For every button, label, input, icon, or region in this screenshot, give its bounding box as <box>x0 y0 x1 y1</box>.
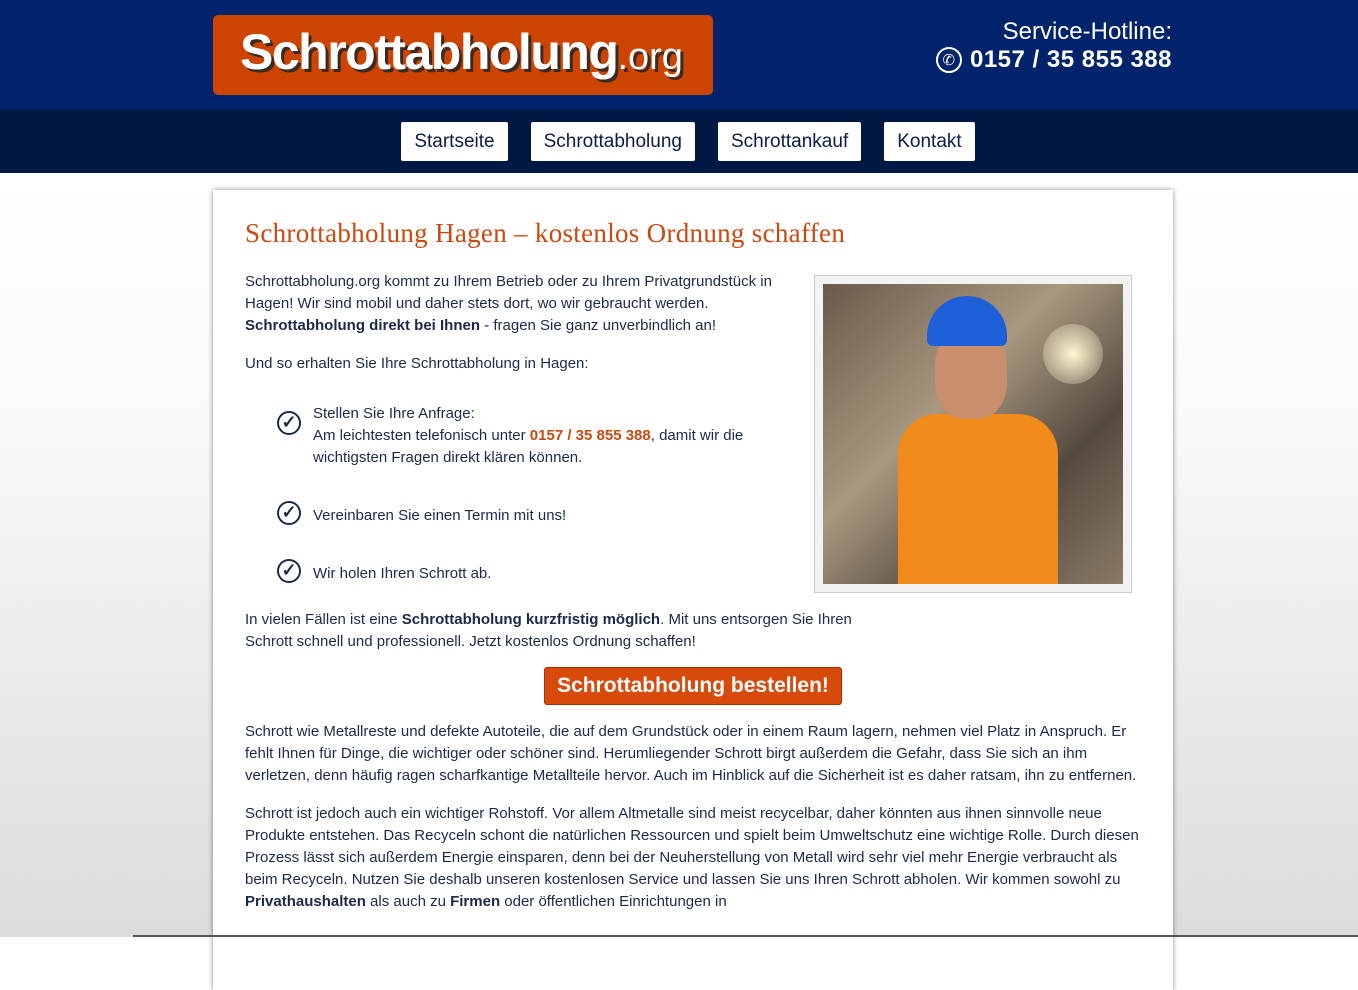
check-icon: ✓ <box>277 501 301 525</box>
paragraph: Schrott ist jedoch auch ein wichtiger Rohstoff. Vor allem Altmetalle sind meist recycelbar, daher könnten aus ihnen sinnvolle neue Produkte entstehen. Das Recyceln schont die natürlichen Ressourcen und spielt beim Umweltschutz eine wichtige Rolle. Durch diesen Prozess lässt sich außerdem Energie einsparen, denn bei der Neuherstellung von Metall wird sehr viel mehr Energie verbraucht als beim Recyceln. Nutzen Sie deshalb unseren kostenlosen Service und lassen Sie uns Ihren Schrott abholen. Wir kommen sowohl zu Privathaushalten als auch zu Firmen oder öffentlichen Einrichtungen in <box>245 805 1139 910</box>
header <box>0 0 1358 110</box>
paragraph: In vielen Fällen ist eine Schrottabholung kurzfristig möglich. Mit uns entsorgen Sie Ihren Schrott schnell und professionell. Jetzt kostenlos Ordnung schaffen! <box>245 611 852 650</box>
hotline-number[interactable]: 0157 / 35 855 388 <box>969 46 1172 73</box>
intro-text: Schrottabholung.org kommt zu Ihrem Betrieb oder zu Ihrem Privatgrundstück in Hagen! Wir sind mobil und daher stets dort, wo wir gebraucht werden. Schrottabholung direkt bei Ihnen - fragen Sie ganz unverbindlich an! <box>245 273 772 334</box>
step-phone-link[interactable]: 0157 / 35 855 388 <box>529 427 651 444</box>
hotline <box>936 18 1172 74</box>
logo[interactable] <box>213 15 713 95</box>
page-title: Schrottabholung Hagen – kostenlos Ordnung schaffen <box>245 218 846 248</box>
worker-photo <box>814 275 1132 593</box>
steps-intro: Und so erhalten Sie Ihre Schrottabholung in Hagen: <box>245 355 589 372</box>
nav-schrottabholung[interactable]: Schrottabholung <box>531 122 695 161</box>
nav-kontakt[interactable]: Kontakt <box>884 122 974 161</box>
logo-tld: .org <box>617 36 683 78</box>
main-nav <box>0 110 1358 173</box>
paragraph: Schrott wie Metallreste und defekte Autoteile, die auf dem Grundstück oder in einem Raum lagern, nehmen viel Platz in Anspruch. Er fehlt Ihnen für Dinge, die wichtiger oder schöner sind. Herumliegender Schrott birgt außerdem die Gefahr, dass Sie sich an ihm verletzen, denn häufig ragen scharfkantige Metallteile hervor. Auch im Hinblick auf die Sicherheit ist es daher ratsam, ihn zu entfernen. <box>245 723 1137 784</box>
content-box <box>213 190 1173 990</box>
phone-icon: ✆ <box>936 47 962 73</box>
logo-main: Schrottabholung <box>240 24 618 80</box>
step-item: ✓ Wir holen Ihren Schrott ab. <box>277 551 797 585</box>
steps-list <box>277 403 797 585</box>
check-icon: ✓ <box>277 559 301 583</box>
nav-schrottankauf[interactable]: Schrottankauf <box>718 122 861 161</box>
order-button[interactable]: Schrottabholung bestellen! <box>544 667 842 705</box>
hotline-label: Service-Hotline: <box>1002 18 1172 45</box>
step-item: ✓ Stellen Sie Ihre Anfrage: Am leichtesten telefonisch unter 0157 / 35 855 388, damit wir die wichtigsten Fragen direkt klären können. <box>277 403 797 469</box>
step-item: ✓ Vereinbaren Sie einen Termin mit uns! <box>277 493 797 527</box>
nav-startseite[interactable]: Startseite <box>401 122 507 161</box>
check-icon: ✓ <box>277 411 301 435</box>
